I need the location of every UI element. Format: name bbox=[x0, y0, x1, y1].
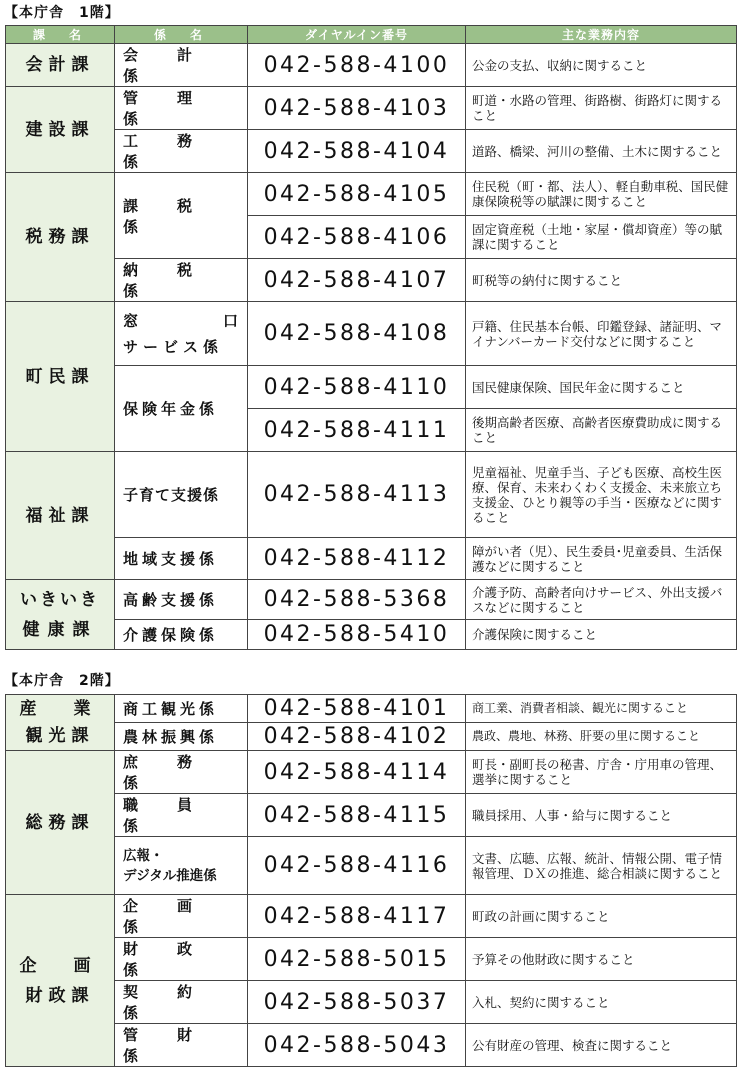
phone-number[interactable]: 042-588-4114 bbox=[248, 751, 466, 794]
duty-description: 固定資産税（土地・家屋・償却資産）等の賦課に関すること bbox=[466, 216, 737, 259]
table-row bbox=[6, 366, 737, 409]
duty-description: 国民健康保険、国民年金に関すること bbox=[466, 366, 737, 409]
table-row bbox=[6, 751, 737, 794]
section-cell: 工 務 係 bbox=[115, 130, 248, 173]
table-row bbox=[6, 981, 737, 1024]
table-row bbox=[6, 452, 737, 538]
dept-cell: 会計課 bbox=[6, 44, 115, 87]
duty-description: 道路、橋梁、河川の整備、土木に関すること bbox=[466, 130, 737, 173]
table-row bbox=[6, 302, 737, 366]
dept-cell bbox=[6, 580, 115, 650]
dept-line: 産 業 bbox=[19, 698, 101, 719]
duty-description: 町政の計画に関すること bbox=[466, 895, 737, 938]
section-cell: 財 政 係 bbox=[115, 938, 248, 981]
section-cell: 管 理 係 bbox=[115, 87, 248, 130]
duty-description: 介護予防、高齢者向けサービス、外出支援バスなどに関すること bbox=[466, 580, 737, 620]
section-cell bbox=[115, 302, 248, 366]
table-row bbox=[6, 895, 737, 938]
phone-number[interactable]: 042-588-4115 bbox=[248, 794, 466, 837]
duty-description: 町税等の納付に関すること bbox=[466, 259, 737, 302]
duty-description: 入札、契約に関すること bbox=[466, 981, 737, 1024]
phone-number[interactable]: 042-588-4104 bbox=[248, 130, 466, 173]
duty-description: 後期高齢者医療、高齢者医療費助成に関すること bbox=[466, 409, 737, 452]
section-cell: 子育て支援係 bbox=[115, 452, 248, 538]
section-line: デジタル推進係 bbox=[123, 867, 217, 884]
section-cell: 納 税 係 bbox=[115, 259, 248, 302]
duty-description: 商工業、消費者相談、観光に関すること bbox=[466, 695, 737, 723]
table-row bbox=[6, 538, 737, 580]
phone-number[interactable]: 042-588-4100 bbox=[248, 44, 466, 87]
phone-number[interactable]: 042-588-4106 bbox=[248, 216, 466, 259]
section-cell: 介護保険係 bbox=[115, 620, 248, 650]
dept-cell: 福祉課 bbox=[6, 452, 115, 580]
section-cell: 高齢支援係 bbox=[115, 580, 248, 620]
dept-line: 健康課 bbox=[22, 619, 98, 640]
section-cell: 職 員 係 bbox=[115, 794, 248, 837]
section-cell: 企 画 係 bbox=[115, 895, 248, 938]
table-row bbox=[6, 44, 737, 87]
phone-number[interactable]: 042-588-4111 bbox=[248, 409, 466, 452]
dept-line: 企 画 bbox=[19, 955, 101, 976]
table-row bbox=[6, 723, 737, 751]
phone-number[interactable]: 042-588-4101 bbox=[248, 695, 466, 723]
dept-cell bbox=[6, 895, 115, 1067]
floor2-table bbox=[5, 694, 737, 1067]
dept-line: 観光課 bbox=[25, 725, 95, 746]
phone-number[interactable]: 042-588-4112 bbox=[248, 538, 466, 580]
header-duties: 主な業務内容 bbox=[466, 26, 737, 44]
phone-number[interactable]: 042-588-4108 bbox=[248, 302, 466, 366]
table-row bbox=[6, 87, 737, 130]
floor1-table bbox=[5, 25, 737, 650]
dept-cell: 総務課 bbox=[6, 751, 115, 895]
phone-number[interactable]: 042-588-5043 bbox=[248, 1024, 466, 1067]
floor2-title: 【本庁舎 2階】 bbox=[4, 673, 120, 689]
section-line: サービス係 bbox=[123, 337, 224, 356]
table-row bbox=[6, 580, 737, 620]
phone-number[interactable]: 042-588-4107 bbox=[248, 259, 466, 302]
duty-description: 公有財産の管理、検査に関すること bbox=[466, 1024, 737, 1067]
table-row bbox=[6, 259, 737, 302]
phone-number[interactable]: 042-588-4117 bbox=[248, 895, 466, 938]
table-row bbox=[6, 130, 737, 173]
duty-description: 障がい者（児）、民生委員･児童委員、生活保護などに関すること bbox=[466, 538, 737, 580]
duty-description: 職員採用、人事・給与に関すること bbox=[466, 794, 737, 837]
section-cell: 商工観光係 bbox=[115, 695, 248, 723]
phone-number[interactable]: 042-588-5037 bbox=[248, 981, 466, 1024]
table-row bbox=[6, 620, 737, 650]
section-line: 窓 口 bbox=[123, 311, 244, 330]
duty-description: 戸籍、住民基本台帳、印鑑登録、諸証明、マイナンバーカード交付などに関すること bbox=[466, 302, 737, 366]
dept-cell: 建設課 bbox=[6, 87, 115, 173]
phone-number[interactable]: 042-588-4102 bbox=[248, 723, 466, 751]
phone-number[interactable]: 042-588-5410 bbox=[248, 620, 466, 650]
dept-line: いきいき bbox=[20, 589, 100, 610]
table-row bbox=[6, 173, 737, 216]
section-cell: 地域支援係 bbox=[115, 538, 248, 580]
phone-number[interactable]: 042-588-4110 bbox=[248, 366, 466, 409]
section-cell: 契 約 係 bbox=[115, 981, 248, 1024]
phone-number[interactable]: 042-588-5368 bbox=[248, 580, 466, 620]
table-row bbox=[6, 695, 737, 723]
dept-cell: 町民課 bbox=[6, 302, 115, 452]
phone-number[interactable]: 042-588-4105 bbox=[248, 173, 466, 216]
table-row bbox=[6, 837, 737, 895]
duty-description: 文書、広聴、広報、統計、情報公開、電子情報管理、ＤＸの推進、総合相談に関すること bbox=[466, 837, 737, 895]
section-cell: 課 税 係 bbox=[115, 173, 248, 259]
phone-number[interactable]: 042-588-5015 bbox=[248, 938, 466, 981]
table-row bbox=[6, 794, 737, 837]
duty-description: 公金の支払、収納に関すること bbox=[466, 44, 737, 87]
duty-description: 住民税（町・都、法人）、軽自動車税、国民健康保険税等の賦課に関すること bbox=[466, 173, 737, 216]
phone-number[interactable]: 042-588-4113 bbox=[248, 452, 466, 538]
duty-description: 児童福祉、児童手当、子ども医療、高校生医療、保育、未来わくわく支援金、未来旅立ち支援金、ひとり親等の手当・医療などに関すること bbox=[466, 452, 737, 538]
dept-line: 財政課 bbox=[25, 985, 95, 1006]
section-cell: 農林振興係 bbox=[115, 723, 248, 751]
section-line: 広報・ bbox=[123, 847, 164, 864]
header-phone: ダイヤルイン番号 bbox=[248, 26, 466, 44]
table-row bbox=[6, 938, 737, 981]
section-cell: 会 計 係 bbox=[115, 44, 248, 87]
floor1-title: 【本庁舎 1階】 bbox=[4, 5, 120, 21]
duty-description: 町道・水路の管理、街路樹、街路灯に関すること bbox=[466, 87, 737, 130]
phone-number[interactable]: 042-588-4116 bbox=[248, 837, 466, 895]
section-cell bbox=[115, 837, 248, 895]
header-dept: 課 名 bbox=[6, 26, 115, 44]
section-cell: 保険年金係 bbox=[115, 366, 248, 452]
section-cell: 庶 務 係 bbox=[115, 751, 248, 794]
dept-cell bbox=[6, 695, 115, 751]
table-row bbox=[6, 1024, 737, 1067]
section-cell: 管 財 係 bbox=[115, 1024, 248, 1067]
duty-description: 農政、農地、林務、肝要の里に関すること bbox=[466, 723, 737, 751]
phone-number[interactable]: 042-588-4103 bbox=[248, 87, 466, 130]
duty-description: 予算その他財政に関すること bbox=[466, 938, 737, 981]
duty-description: 介護保険に関すること bbox=[466, 620, 737, 650]
duty-description: 町長・副町長の秘書、庁舎・庁用車の管理、選挙に関すること bbox=[466, 751, 737, 794]
dept-cell: 税務課 bbox=[6, 173, 115, 302]
header-section: 係 名 bbox=[115, 26, 248, 44]
